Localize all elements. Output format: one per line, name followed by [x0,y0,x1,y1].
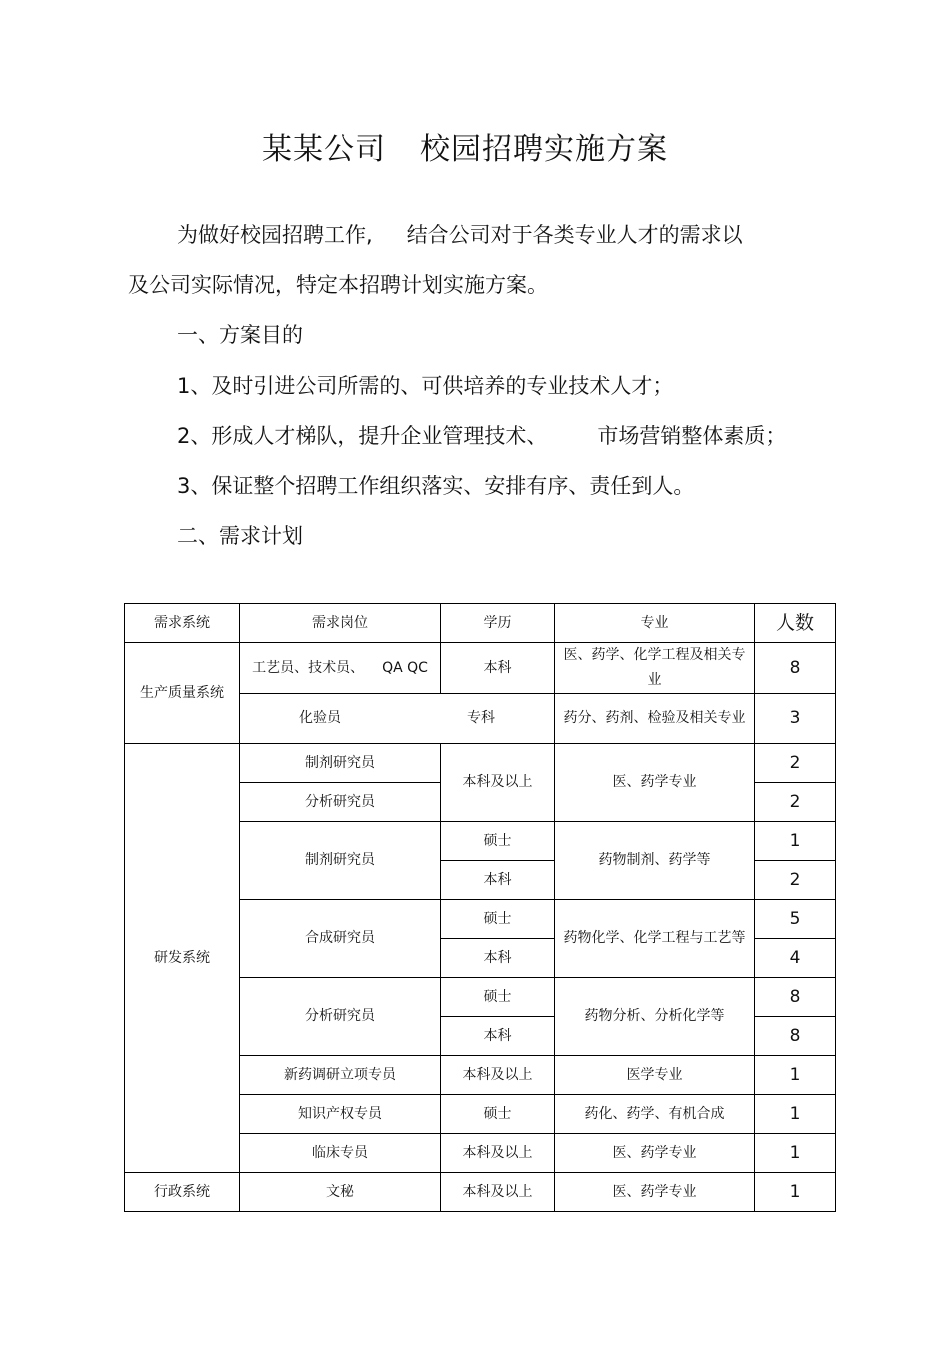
cell-education: 硕士 [441,822,555,861]
cell-education: 本科及以上 [441,1056,555,1095]
table-row [125,744,836,783]
header-education: 学历 [441,604,555,643]
system-admin: 行政系统 [125,1173,240,1212]
table-row [125,1173,836,1212]
cell-major: 药化、药学、有机合成 [555,1095,755,1134]
cell-major: 药物分析、分析化学等 [555,978,755,1056]
cell-education: 本科 [441,643,555,694]
cell-education: 本科及以上 [441,1173,555,1212]
cell-count: 4 [755,939,836,978]
cell-major: 医学专业 [555,1056,755,1095]
cell-position: 分析研究员 [240,978,441,1056]
cell-count: 1 [755,1056,836,1095]
cell-count: 3 [755,694,836,744]
goal-item-2 [177,420,786,450]
cell-count: 8 [755,1017,836,1056]
demand-plan-table [124,603,836,1212]
cell-count: 2 [755,783,836,822]
cell-major: 医、药学、化学工程及相关专业 [555,643,755,694]
table-row [125,643,836,694]
cell-position: 制剂研究员 [240,744,441,783]
cell-major: 医、药学专业 [555,1173,755,1212]
intro-line-2: 及公司实际情况，特定本招聘计划实施方案。 [128,273,548,297]
cell-education: 本科及以上 [441,744,555,822]
section1-heading: 一、方案目的 [177,323,303,347]
header-system: 需求系统 [125,604,240,643]
goal-item-2a: 2、形成人才梯队，提升企业管理技术、 [177,424,548,448]
document-title [0,124,930,168]
header-count: 人数 [755,604,836,643]
cell-position [240,643,441,694]
system-production: 生产质量系统 [125,643,240,744]
cell-count: 5 [755,900,836,939]
cell-count: 1 [755,1095,836,1134]
cell-position: 文秘 [240,1173,441,1212]
cell-major: 医、药学专业 [555,744,755,822]
cell-count: 1 [755,1134,836,1173]
cell-education: 本科 [441,1017,555,1056]
goal-item-2b: 市场营销整体素质； [597,424,787,448]
title-plan: 校园招聘实施方案 [420,132,668,167]
goal-item-3: 3、保证整个招聘工作组织落实、安排有序、责任到人。 [177,474,695,498]
cell-position: 合成研究员 [240,900,441,978]
intro-line-1b: 结合公司对于各类专业人才的需求以 [406,223,743,247]
table-header-row [125,604,836,643]
cell-position: 制剂研究员 [240,822,441,900]
cell-count: 1 [755,822,836,861]
cell-position: 新药调研立项专员 [240,1056,441,1095]
header-major: 专业 [555,604,755,643]
cell-count: 8 [755,643,836,694]
cell-count: 8 [755,978,836,1017]
cell-education: 本科及以上 [441,1134,555,1173]
position-part-b: QA QC [382,659,428,676]
intro-line-1a: 为做好校园招聘工作, [177,223,373,247]
cell-count: 2 [755,744,836,783]
section2-heading: 二、需求计划 [177,524,303,548]
cell-education: 本科 [441,939,555,978]
cell-position: 临床专员 [240,1134,441,1173]
cell-education: 硕士 [441,978,555,1017]
cell-major: 药分、药剂、检验及相关专业 [555,694,755,744]
cell-education: 本科 [441,861,555,900]
cell-position: 知识产权专员 [240,1095,441,1134]
system-rd: 研发系统 [125,744,240,1173]
goal-item-1: 1、及时引进公司所需的、可供培养的专业技术人才； [177,374,674,398]
cell-education: 硕士 [441,900,555,939]
cell-major: 药物制剂、药学等 [555,822,755,900]
cell-position: 化验员 [299,710,341,726]
position-part-a: 工艺员、技术员、 [252,659,365,676]
cell-position-edu [240,694,555,744]
title-company: 某某公司 [262,132,386,167]
cell-education: 硕士 [441,1095,555,1134]
cell-count: 2 [755,861,836,900]
intro-line-1 [177,219,743,249]
cell-major: 医、药学专业 [555,1134,755,1173]
header-position: 需求岗位 [240,604,441,643]
cell-count: 1 [755,1173,836,1212]
cell-position: 分析研究员 [240,783,441,822]
cell-education: 专科 [467,710,495,726]
cell-major: 药物化学、化学工程与工艺等 [555,900,755,978]
